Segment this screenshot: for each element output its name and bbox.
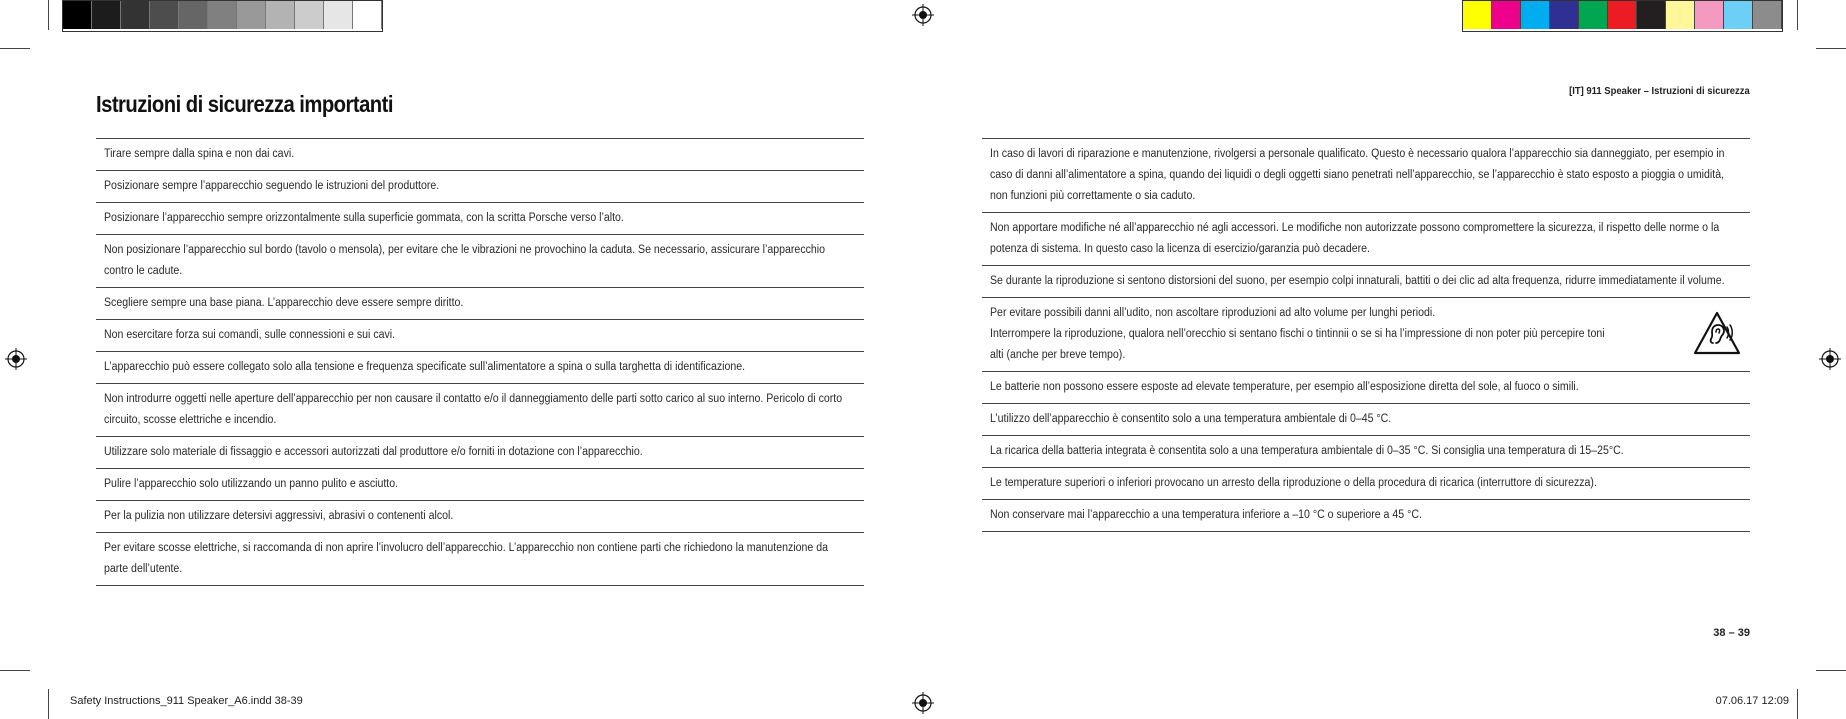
instruction-item bbox=[96, 469, 864, 501]
instruction-item bbox=[96, 533, 864, 586]
instruction-item bbox=[96, 288, 864, 320]
instruction-text: Le batterie non possono essere esposte ad elevate temperature, per esempio all’esposizione diretta del sole, al fuoco o simili. bbox=[990, 381, 1579, 393]
crop-mark bbox=[48, 0, 49, 30]
crop-mark bbox=[0, 48, 30, 49]
registration-target-icon bbox=[5, 348, 27, 370]
instruction-item bbox=[982, 436, 1750, 468]
gray-swatch bbox=[353, 1, 382, 29]
color-swatch bbox=[1753, 1, 1782, 29]
instruction-item bbox=[96, 352, 864, 384]
gray-swatch bbox=[92, 1, 121, 29]
hearing-warning-line1: Per evitare possibili danni all’udito, non ascoltare riproduzioni ad alto volume per lunghi periodi. bbox=[990, 307, 1436, 319]
gray-swatch bbox=[150, 1, 179, 29]
instruction-item bbox=[982, 139, 1750, 213]
instruction-text: La ricarica della batteria integrata è consentita solo a una temperatura ambientale di 0–35 °C. Si consiglia una temperatura di 15–25°C. bbox=[990, 445, 1624, 457]
instruction-text: L’apparecchio può essere collegato solo alla tensione e frequenza specificate sull’alimentatore a spina o sulla targhetta di identificazione. bbox=[104, 361, 746, 373]
gray-swatch bbox=[63, 1, 92, 29]
instruction-text: Non conservare mai l’apparecchio a una temperatura inferiore a –10 °C o superiore a 45 °C. bbox=[990, 509, 1422, 521]
instruction-text: Scegliere sempre una base piana. L’apparecchio deve essere sempre diritto. bbox=[104, 297, 464, 309]
gray-swatch bbox=[295, 1, 324, 29]
crop-mark bbox=[1797, 689, 1798, 719]
instruction-item bbox=[96, 203, 864, 235]
color-swatch bbox=[1608, 1, 1637, 29]
color-swatch bbox=[1637, 1, 1666, 29]
page-number: 38 – 39 bbox=[1713, 627, 1750, 639]
instruction-item bbox=[96, 320, 864, 352]
hearing-warning-line2: Interrompere la riproduzione, qualora nell’orecchio si sentano fischi o tintinnii o se si ha l’impressione di non poter più percepire toni alti (anche per breve tempo). bbox=[990, 328, 1605, 361]
color-swatch bbox=[1579, 1, 1608, 29]
hearing-warning-row bbox=[982, 298, 1750, 372]
instruction-item bbox=[982, 266, 1750, 298]
gray-swatch bbox=[324, 1, 353, 29]
instruction-item bbox=[96, 437, 864, 469]
instruction-text: Non esercitare forza sui comandi, sulle connessioni e sui cavi. bbox=[104, 329, 396, 341]
left-instruction-list bbox=[96, 138, 864, 586]
color-swatch bbox=[1695, 1, 1724, 29]
color-swatch bbox=[1550, 1, 1579, 29]
slug-date: 07.06.17 12:09 bbox=[1715, 695, 1789, 707]
instruction-item bbox=[982, 500, 1750, 532]
instruction-item bbox=[982, 468, 1750, 500]
color-swatch bbox=[1724, 1, 1753, 29]
instruction-text: L’utilizzo dell’apparecchio è consentito solo a una temperatura ambientale di 0–45 °C. bbox=[990, 413, 1392, 425]
gray-swatch bbox=[237, 1, 266, 29]
instruction-text: Se durante la riproduzione si sentono distorsioni del suono, per esempio colpi innaturali, battiti o dei clic ad alta frequenza, ridurre immediatamente il volume. bbox=[990, 275, 1725, 287]
color-calibration-bar bbox=[1462, 0, 1783, 32]
crop-mark bbox=[1816, 670, 1846, 671]
instruction-item bbox=[96, 235, 864, 288]
color-swatch bbox=[1666, 1, 1695, 29]
instruction-item bbox=[96, 384, 864, 437]
hearing-warning-icon bbox=[1692, 310, 1742, 356]
instruction-text: Non apportare modifiche né all’apparecchio né agli accessori. Le modifiche non autorizzate possono compromettere la sicurezza, il rispetto delle norme o la potenza di sistema. In questo caso la licenza di esercizio/garanzia può decadere. bbox=[990, 222, 1720, 255]
slug-file-name: Safety Instructions_911 Speaker_A6.indd 38-39 bbox=[70, 695, 303, 707]
color-swatch bbox=[1521, 1, 1550, 29]
instruction-item bbox=[96, 501, 864, 533]
crop-mark bbox=[1797, 0, 1798, 30]
instruction-text: In caso di lavori di riparazione e manutenzione, rivolgersi a personale qualificato. Questo è necessario qualora l’apparecchio sia danneggiato, per esempio in caso di danni all’alimentatore a spina, quando dei liquidi o degli oggetti siano penetrati nell’apparecchio, se l’apparecchio è stato esposto a pioggia o umidità, non funzioni più correttamente o sia caduto. bbox=[990, 148, 1725, 202]
right-instruction-list bbox=[982, 138, 1750, 532]
instruction-text: Per la pulizia non utilizzare detersivi aggressivi, abrasivi o contenenti alcol. bbox=[104, 510, 454, 522]
instruction-text: Non posizionare l’apparecchio sul bordo (tavolo o mensola), per evitare che le vibrazioni ne provochino la caduta. Se necessario, assicurare l’apparecchio contro le cadute. bbox=[104, 244, 826, 277]
instruction-text: Non introdurre oggetti nelle aperture dell’apparecchio per non causare il contatto e/o il danneggiamento delle parti sotto carico al suo interno. Pericolo di corto circuito, scosse elettriche e incendio. bbox=[104, 393, 843, 426]
instruction-item bbox=[982, 213, 1750, 266]
crop-mark bbox=[48, 689, 49, 719]
crop-mark bbox=[1816, 48, 1846, 49]
instruction-text: Tirare sempre dalla spina e non dai cavi. bbox=[104, 148, 295, 160]
color-swatch bbox=[1463, 1, 1492, 29]
registration-target-icon bbox=[912, 4, 934, 26]
registration-target-icon bbox=[1819, 348, 1841, 370]
crop-mark bbox=[0, 670, 30, 671]
instruction-item bbox=[96, 171, 864, 203]
instruction-text: Pulire l’apparecchio solo utilizzando un panno pulito e asciutto. bbox=[104, 478, 399, 490]
running-head: [IT] 911 Speaker – Istruzioni di sicurezza bbox=[1569, 85, 1750, 97]
gray-swatch bbox=[121, 1, 150, 29]
gray-swatch bbox=[208, 1, 237, 29]
page-title: Istruzioni di sicurezza importanti bbox=[96, 91, 393, 117]
registration-target-icon bbox=[912, 692, 934, 714]
color-swatch bbox=[1492, 1, 1521, 29]
gray-swatch bbox=[179, 1, 208, 29]
instruction-text: Per evitare scosse elettriche, si raccomanda di non aprire l’involucro dell’apparecchio. L’apparecchio non contiene parti che richiedono la manutenzione da parte dell’utente. bbox=[104, 542, 828, 575]
instruction-text: Utilizzare solo materiale di fissaggio e accessori autorizzati dal produttore e/o forniti in dotazione con l’apparecchio. bbox=[104, 446, 643, 458]
instruction-text: Le temperature superiori o inferiori provocano un arresto della riproduzione o della procedura di ricarica (interruttore di sicurezza). bbox=[990, 477, 1597, 489]
instruction-text: Posizionare l’apparecchio sempre orizzontalmente sulla superficie gommata, con la scritta Porsche verso l’alto. bbox=[104, 212, 624, 224]
instruction-item bbox=[96, 139, 864, 171]
grayscale-calibration-bar bbox=[62, 0, 383, 32]
gray-swatch bbox=[266, 1, 295, 29]
instruction-text: Posizionare sempre l’apparecchio seguendo le istruzioni del produttore. bbox=[104, 180, 440, 192]
instruction-item bbox=[982, 404, 1750, 436]
instruction-item bbox=[982, 372, 1750, 404]
